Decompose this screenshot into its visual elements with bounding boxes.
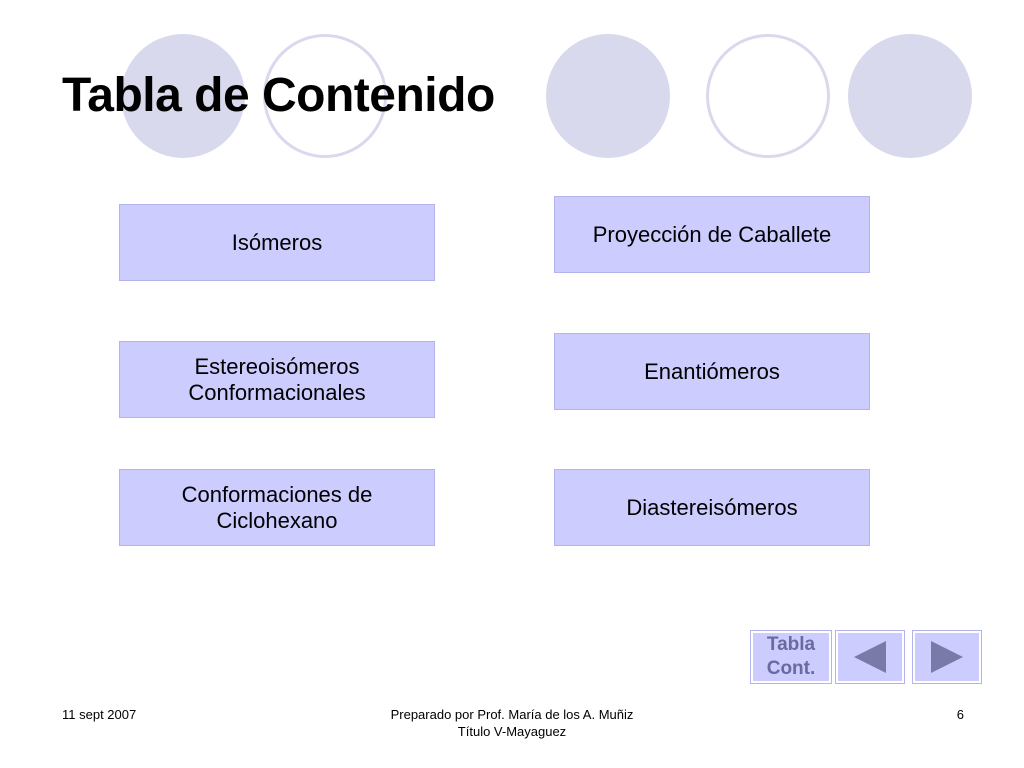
topic-link-diastereisomeros[interactable]: Diastereisómeros xyxy=(554,469,870,546)
topic-link-estereoisomeros-conformacionales[interactable]: Estereoisómeros Conformacionales xyxy=(119,341,435,418)
table-of-contents-button[interactable] xyxy=(751,631,831,683)
footer-author-line2: Título V-Mayaguez xyxy=(457,724,567,739)
next-slide-button[interactable] xyxy=(913,631,981,683)
toc-button-label: Tabla Cont. xyxy=(766,634,816,679)
topic-link-isomeros[interactable]: Isómeros xyxy=(119,204,435,281)
page-number: 6 xyxy=(956,707,964,722)
footer-author xyxy=(312,706,712,740)
decor-circle-3 xyxy=(546,34,670,158)
previous-slide-button[interactable] xyxy=(836,631,904,683)
topic-link-enantiomeros[interactable]: Enantiómeros xyxy=(554,333,870,410)
footer-date: 11 sept 2007 xyxy=(62,707,137,722)
triangle-right-icon xyxy=(927,637,967,677)
topic-link-conformaciones-ciclohexano[interactable]: Conformaciones de Ciclohexano xyxy=(119,469,435,546)
slide-title: Tabla de Contenido xyxy=(62,69,495,122)
topic-link-proyeccion-caballete[interactable]: Proyección de Caballete xyxy=(554,196,870,273)
footer-author-line1: Preparado por Prof. María de los A. Muñiz xyxy=(390,707,634,722)
triangle-left-icon xyxy=(850,637,890,677)
decor-circle-4 xyxy=(706,34,830,158)
decor-circle-5 xyxy=(848,34,972,158)
